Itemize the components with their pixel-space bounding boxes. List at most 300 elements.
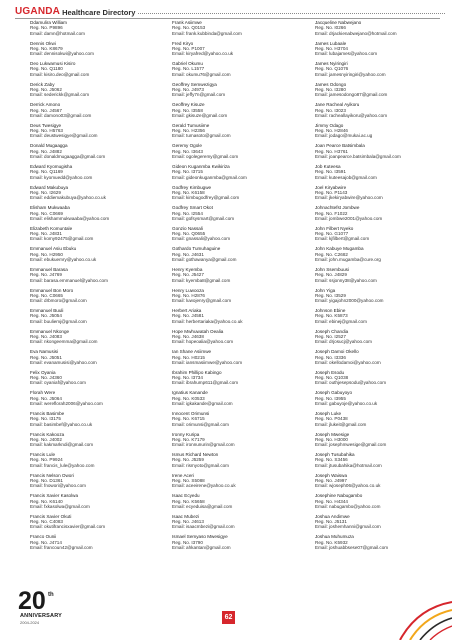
entry-email: Email: nkongeemma@gmail.com [30, 339, 98, 345]
entry-reg-number: Reg. No. J4831 [30, 231, 62, 237]
header-dotted-rule [138, 13, 445, 14]
directory-entry [315, 20, 445, 36]
entry-name: Francis Xavier Okuti [30, 513, 72, 519]
entry-email: Email: joshuabbsese07@gmail.com [315, 545, 389, 551]
entry-reg-number: Reg. No. J4973 [172, 87, 204, 93]
entry-name: Joseph Waiswa [315, 472, 347, 478]
entry-reg-number: Reg. No. L1577 [172, 66, 205, 72]
entry-email: Email: oyaniaf@yahoo.com [30, 380, 86, 386]
entry-email: Email: john.mugamba@cure.org [315, 256, 381, 262]
directory-entry [30, 164, 160, 180]
entry-email: Email: wereflorah2006@yahoo.com [30, 401, 103, 406]
entry-reg-number: Reg. No. Q1169 [30, 169, 63, 175]
entry-name: Gothardo Tumuhaguine [172, 246, 221, 252]
directory-entry [30, 432, 160, 448]
entry-name: Joseph Luke [315, 410, 342, 416]
entry-name: Ibrahim Phillipo Kabingo [172, 369, 222, 375]
entry-name: Elisham Mukwaaba [30, 205, 70, 211]
directory-entry [172, 185, 302, 201]
entry-email: Email: fnowori@yahoo.com [30, 483, 86, 489]
entry-name: Emmanuel Barasa [30, 266, 68, 272]
corner-decoration [390, 596, 452, 640]
directory-column-1 [30, 20, 160, 555]
entry-name: Joel Kiryabwire [315, 184, 347, 190]
entry-name: Joseph Gabuyoyo [315, 390, 353, 396]
entry-name: Emmanuel Buuli [30, 308, 64, 314]
directory-entry [315, 288, 445, 304]
entry-email: Email: drbmoro@gmail.com [30, 298, 87, 304]
directory-entry [30, 143, 160, 159]
entry-reg-number: Reg. No. J4581 [172, 313, 204, 319]
entry-reg-number: Reg. No. C0665 [30, 292, 63, 298]
anniversary-text: ANNIVERSARY [20, 613, 63, 619]
entry-name: James Odongo [315, 81, 347, 87]
entry-email: Email: sederickk@gmail.com [30, 92, 90, 98]
entry-name: Ignatius Kanande [172, 390, 208, 396]
entry-reg-number: Reg. No. J4882 [30, 148, 62, 154]
entry-name: Ismael Semyaso Mwesigye [172, 534, 228, 540]
entry-reg-number: Reg. No. I2554 [172, 210, 203, 216]
entry-name: Eva Namusisi [30, 349, 59, 355]
entry-name: Isaac Ecyedu [172, 493, 200, 499]
entry-reg-number: Reg. No. Q1180 [30, 66, 63, 72]
entry-reg-number: Reg. No. J5054 [30, 313, 62, 319]
entry-email: Email: ebukuemry@yahoo.co.uk [30, 256, 97, 262]
directory-entry [172, 452, 302, 468]
entry-name: Gabriel Okumu [172, 61, 203, 67]
entry-reg-number: Reg. No. J4567 [30, 107, 62, 113]
entry-name: Godfrey Smart Okot [172, 205, 213, 211]
directory-entry [315, 329, 445, 345]
directory-entry [315, 493, 445, 509]
entry-email: Email: frank.kubbinda@gmail.com [172, 30, 242, 36]
entry-reg-number: Reg. No. J5051 [30, 354, 62, 360]
entry-email: Email: rismyoto@gmail.com [172, 462, 229, 468]
header-divider [15, 18, 440, 19]
entry-name: Emmanuel Asiu Ebuku [30, 246, 77, 252]
directory-entry [172, 41, 302, 57]
entry-email: Email: iansmasiimwe@yahoo.com [172, 359, 243, 365]
directory-entry [315, 226, 445, 242]
directory-entry [315, 164, 445, 180]
entry-name: Geoffrey Kisuze [172, 102, 205, 108]
entry-reg-number: Reg. No. I3790 [172, 539, 203, 545]
entry-reg-number: Reg. No. J4638 [172, 333, 204, 339]
directory-entry [30, 390, 160, 406]
entry-reg-number: Reg. No. K5873 [315, 313, 348, 319]
directory-entry [315, 41, 445, 57]
entry-reg-number: Reg. No. H3704 [315, 45, 348, 51]
entry-email: Email: hopeoalia@yahoo.com [172, 339, 234, 345]
entry-email: Email: racheallayikoru@yahoo.com [315, 112, 388, 118]
entry-email: Email: nabugambo@yahoo.com [315, 503, 381, 509]
entry-name: Irene Aceri [172, 472, 194, 478]
entry-email: Email: francis_lule@yahoo.com [30, 462, 95, 468]
directory-entry [315, 123, 445, 139]
entry-name: James Nyiringiri [315, 61, 348, 67]
directory-entry [315, 82, 445, 98]
entry-reg-number: Reg. No. I3175 [30, 416, 61, 422]
entry-name: Felix Oyania [30, 369, 56, 375]
entry-name: Deo Lukwamusi Kisiro [30, 61, 76, 67]
entry-reg-number: Reg. No. H4344 [315, 498, 348, 504]
entry-reg-number: Reg. No. K6715 [172, 416, 205, 422]
entry-reg-number: Reg. No. J5131 [315, 519, 347, 525]
entry-email: Email: gothawanya@gmail.com [172, 256, 237, 262]
entry-email: Email: basimbef@yahoo.co.uk [30, 421, 93, 427]
directory-entry [315, 390, 445, 406]
directory-entry [30, 20, 160, 36]
entry-email: Email: gabuyoje@yahoo.co.uk [315, 401, 378, 406]
entry-reg-number: Reg. No. J4083 [30, 333, 62, 339]
entry-name: Jacqueline Nabwejano [315, 20, 362, 25]
entry-email: Email: ibrahump611@gmail.com [172, 380, 239, 386]
entry-reg-number: Reg. No. H2356 [172, 128, 205, 134]
entry-email: Email: josephmwesige@gmail.com [315, 442, 387, 448]
directory-entry [30, 308, 160, 324]
entry-reg-number: Reg. No. I0266 [315, 25, 346, 31]
directory-entry [172, 205, 302, 221]
entry-name: Josephine Nabugambo [315, 493, 363, 499]
entry-name: Derrick Amono [30, 102, 61, 108]
entry-email: Email: isaacmbezi@gmail.com [172, 524, 235, 530]
directory-entry [172, 82, 302, 98]
entry-name: Ironny Kuripa [172, 431, 200, 437]
directory-entry [315, 432, 445, 448]
directory-entry [172, 473, 302, 489]
directory-entry [30, 349, 160, 365]
entry-name: Fred Kiryo [172, 40, 194, 46]
directory-entry [30, 370, 160, 386]
directory-entry [30, 452, 160, 468]
entry-name: Ddamulira William [30, 20, 68, 25]
directory-entry [172, 288, 302, 304]
entry-email: Email: drjackienabwejano@hotmail.com [315, 30, 397, 36]
entry-name: James Lubaale [315, 40, 347, 46]
directory-entry [315, 246, 445, 262]
entry-reg-number: Reg. No. J4829 [315, 272, 347, 278]
entry-email: Email: yigajohn2000@yahoo.com [315, 298, 384, 304]
entry-reg-number: Reg. No. J4002 [30, 436, 62, 442]
entry-reg-number: Reg. No. I2629 [30, 189, 61, 195]
directory-entry [315, 308, 445, 324]
directory-entry [172, 349, 302, 365]
directory-entry [315, 370, 445, 386]
entry-name: Emmanuel Nkonge [30, 328, 70, 334]
directory-entry [30, 534, 160, 550]
directory-entry [30, 473, 160, 489]
entry-email: Email: lubajames@yahoo.com [315, 51, 378, 57]
entry-reg-number: Reg. No. I3558 [172, 107, 203, 113]
entry-reg-number: Reg. No. I2527 [315, 333, 346, 339]
entry-name: John Filbert Nyeko [315, 225, 354, 231]
entry-reg-number: Reg. No. C4083 [30, 519, 63, 525]
entry-name: Joseph Damoi Okello [315, 349, 359, 355]
entry-name: Joseph Esodu [315, 369, 345, 375]
directory-entry [30, 411, 160, 427]
entry-email: Email: gideonkuganmba@gmail.com [172, 174, 247, 180]
entry-reg-number: Reg. No. C0669 [30, 210, 63, 216]
directory-entry [30, 185, 160, 201]
entry-reg-number: Reg. No. J4613 [172, 519, 204, 525]
directory-entry [172, 143, 302, 159]
entry-email: Email: evanamusisi@yahoo.com [30, 359, 97, 365]
entry-reg-number: Reg. No. P9896 [30, 25, 63, 31]
directory-entry [315, 452, 445, 468]
entry-name: Jane Racheal Ayikoru [315, 102, 360, 108]
directory-entry [30, 329, 160, 345]
entry-reg-number: Reg. No. I3529 [315, 292, 346, 298]
entry-email: Email: kimbugodfrey@gmail.com [172, 195, 240, 201]
entry-name: Joseph Tusubahika [315, 452, 355, 458]
entry-reg-number: Reg. No. D1361 [30, 478, 63, 484]
entry-reg-number: Reg. No. I3023 [315, 107, 346, 113]
directory-entry [172, 267, 302, 283]
entry-name: Joshua Andimwe [315, 513, 350, 519]
directory-column-2 [172, 20, 302, 555]
directory-entry [30, 102, 160, 118]
directory-entry [30, 267, 160, 283]
entry-email: Email: elishammukwaaba@yahoo.com [30, 215, 110, 221]
entry-name: Emmanuel Bon Moro [30, 287, 74, 293]
entry-name: Francis Lule [30, 452, 56, 458]
directory-entry [315, 411, 445, 427]
anniversary-number: 20 [18, 587, 46, 615]
entry-name: Frank Asiimwe [172, 20, 202, 25]
entry-name: Henry Kyemba [172, 266, 203, 272]
entry-name: Job Kuteesa [315, 164, 341, 170]
entry-name: Elizabeth Komuntale [30, 225, 73, 231]
entry-email: Email: gkisuze@gmail.com [172, 112, 228, 118]
entry-reg-number: Reg. No. J4714 [30, 539, 62, 545]
entry-reg-number: Reg. No. H2846 [315, 128, 348, 134]
entry-name: Francis Kakooza [30, 431, 65, 437]
entry-reg-number: Reg. No. I3591 [315, 169, 346, 175]
entry-email: Email: donaldmugaagga@gmail.com [30, 154, 106, 160]
entry-email: Email: jkekiryabwire@yahoo.com [315, 195, 383, 201]
entry-email: Email: ssjonny38@yahoo.com [315, 277, 377, 283]
directory-entry [30, 246, 160, 262]
entry-reg-number: Reg. No. Q1038 [315, 375, 349, 381]
directory-entry [172, 514, 302, 530]
directory-columns [0, 20, 452, 551]
directory-entry [315, 61, 445, 77]
entry-reg-number: Reg. No. H2950 [30, 251, 63, 257]
entry-email: Email: jombwe2001@yahoo.com [315, 215, 383, 221]
entry-name: John Kabuye Mugamba [315, 246, 364, 252]
entry-reg-number: Reg. No. K6158 [172, 189, 205, 195]
entry-email: Email: outhjesepsodu@yahoo.com [315, 380, 387, 386]
directory-entry [172, 246, 302, 262]
directory-entry [315, 267, 445, 283]
directory-entry [30, 226, 160, 242]
anniversary-years: 2004-2024 [20, 620, 40, 625]
entry-reg-number: Reg. No. K6140 [30, 498, 63, 504]
entry-email: Email: joanpearce.batsimbala@gmail.com [315, 154, 401, 160]
directory-entry [30, 82, 160, 98]
entry-name: Joan Pearce Batsimbala [315, 143, 365, 149]
directory-entry [172, 20, 302, 36]
entry-email: Email: damono03@gmail.com [30, 112, 92, 118]
entry-email: Email: kjfilbert@gmail.com [315, 236, 370, 242]
directory-column-3 [315, 20, 445, 555]
entry-email: Email: dennisokwi@yahoo.com [30, 51, 94, 57]
directory-entry [172, 102, 302, 118]
page-header [15, 3, 445, 17]
directory-entry [172, 411, 302, 427]
entry-email: Email: deustwesigye@gmail.com [30, 133, 98, 139]
entry-name: John Yiga [315, 287, 336, 293]
entry-name: Gideon Kuganmba Kwikiriza [172, 164, 230, 170]
directory-entry [30, 123, 160, 139]
entry-name: Donald Mugaagga [30, 143, 68, 149]
directory-entry [30, 514, 160, 530]
entry-email: Email: luwojenry@gmail.com [172, 298, 232, 304]
entry-reg-number: Reg. No. P9924 [30, 457, 63, 463]
entry-name: Geoffrey Semwezigya [172, 81, 217, 87]
entry-email: Email: gnassali@yahoo.com [172, 236, 231, 242]
entry-reg-number: Reg. No. K0533 [172, 395, 205, 401]
entry-reg-number: Reg. No. C2682 [315, 251, 348, 257]
entry-email: Email: igkakande@gmail.com [172, 401, 233, 406]
entry-reg-number: Reg. No. G1077 [315, 231, 349, 237]
entry-name: Dennis Okwi [30, 40, 56, 46]
directory-entry [30, 205, 160, 221]
entry-email: Email: okutifrancisxavier@gmail.com [30, 524, 106, 530]
entry-name: Edward Makubuya [30, 184, 69, 190]
entry-email: Email: ogolegeremy@gmail.com [172, 154, 239, 160]
directory-entry [30, 288, 160, 304]
brand-title: UGANDA [15, 6, 61, 17]
entry-reg-number: Reg. No. I3955 [315, 395, 346, 401]
entry-name: Florah Were [30, 390, 56, 396]
entry-name: Joseph Chandia [315, 328, 349, 334]
entry-reg-number: Reg. No. P1143 [315, 189, 348, 195]
entry-name: Francis Nelson Owori [30, 472, 74, 478]
entry-name: Henry Luwooza [172, 287, 204, 293]
directory-entry [172, 493, 302, 509]
entry-reg-number: Reg. No. P1007 [172, 45, 205, 51]
entry-email: Email: orimunsi@gmail.com [172, 421, 229, 427]
entry-email: Email: joshemhanni@gmail.com [315, 524, 381, 530]
entry-name: Francis Xavier Kasolwa [30, 493, 78, 499]
entry-email: Email: kakmarkndi@gmail.com [30, 442, 94, 448]
directory-entry [172, 164, 302, 180]
entry-email: Email: wjoseph06@yahoo.co.uk [315, 483, 381, 489]
entry-name: Gonzio Nassali [172, 225, 203, 231]
entry-name: Innocent Orimunsi [172, 410, 210, 416]
entry-reg-number: Reg. No. S3456 [315, 457, 348, 463]
entry-name: Godfrey Kimbugwe [172, 184, 212, 190]
directory-entry [30, 61, 160, 77]
entry-name: Jimmy Odago [315, 122, 344, 128]
anniversary-suffix: th [48, 592, 54, 598]
entry-name: Edward Kyomugisha [30, 164, 73, 170]
entry-reg-number: Reg. No. J5427 [172, 272, 204, 278]
entry-email: Email: eddiemakubuya@yahoo.co.uk [30, 195, 106, 201]
directory-entry [30, 41, 160, 57]
entry-name: Gerald Tumusiime [172, 122, 210, 128]
entry-reg-number: Reg. No. J4769 [30, 272, 62, 278]
entry-email: Email: komy92475@gmail.com [30, 236, 94, 242]
directory-entry [172, 226, 302, 242]
entry-name: Joseph Mwesige [315, 431, 350, 437]
entry-email: Email: buuliemj@gmail.com [30, 318, 87, 324]
entry-email: Email: francoun42@gmail.com [30, 545, 93, 551]
entry-email: Email: okellodamoi@yahoo.com [315, 359, 381, 365]
directory-entry [315, 349, 445, 365]
entry-email: Email: kyemba8@gmail.com [172, 277, 231, 283]
entry-reg-number: Reg. No. P0438 [315, 416, 348, 422]
entry-reg-number: Reg. No. J4360 [30, 375, 62, 381]
entry-email: Email: kisiro.deo@gmail.com [30, 71, 90, 77]
entry-email: Email: jtusubahika@hotmail.com [315, 462, 382, 468]
directory-entry [315, 534, 445, 550]
directory-entry [172, 534, 302, 550]
directory-entry [315, 185, 445, 201]
directory-entry [30, 493, 160, 509]
entry-email: Email: barasa.emmanuel@yahoo.com [30, 277, 108, 283]
entry-email: Email: jodago@mukai.ac.ug [315, 133, 373, 139]
entry-reg-number: Reg. No. H2876 [172, 292, 205, 298]
entry-name: Ian Shane Asiimwe [172, 349, 212, 355]
entry-email: Email: ecyeduisa@gmail.com [172, 503, 233, 509]
entry-email: Email: herbertariaka@yahoo.co.uk [172, 318, 243, 324]
directory-entry [315, 102, 445, 118]
page-number: 62 [222, 611, 235, 624]
entry-name: Derick Zaby [30, 81, 55, 87]
directory-subtitle: Healthcare Directory [62, 8, 136, 17]
directory-entry [315, 473, 445, 489]
entry-email: Email: okumu76@gmail.com [172, 71, 231, 77]
entry-name: Franco Ounii [30, 534, 57, 540]
directory-entry [172, 308, 302, 324]
entry-reg-number: Reg. No. S5088 [172, 478, 205, 484]
entry-reg-number: Reg. No. I3336 [315, 354, 346, 360]
directory-entry [172, 370, 302, 386]
entry-name: Ismus Richard Newton [172, 452, 219, 458]
entry-name: Johnson Ebine [315, 308, 346, 314]
entry-name: Geremy Ogole [172, 143, 202, 149]
entry-email: Email: tumasoto@gmail.com [172, 133, 231, 139]
entry-email: Email: ebinej@gmail.com [315, 318, 367, 324]
entry-reg-number: Reg. No. H3761 [315, 148, 348, 154]
entry-email: Email: jamesnyiringiri@yahoo.com [315, 71, 386, 77]
directory-entry [172, 123, 302, 139]
entry-reg-number: Reg. No. J4997 [315, 478, 347, 484]
entry-email: Email: jeffy7n@gmail.com [172, 92, 226, 98]
directory-entry [172, 329, 302, 345]
entry-reg-number: Reg. No. Q0153 [172, 25, 206, 31]
entry-email: Email: kyomuedd@yahoo.com [30, 174, 93, 180]
entry-name: Joshua Muhumuza [315, 534, 354, 540]
directory-entry [172, 432, 302, 448]
entry-name: Deus Twesigye [30, 122, 62, 128]
entry-reg-number: Reg. No. I3734 [172, 375, 203, 381]
entry-email: Email: jamesodongo87@gmail.com [315, 92, 388, 98]
entry-reg-number: Reg. No. F1022 [315, 210, 348, 216]
entry-reg-number: Reg. No. K5932 [315, 539, 348, 545]
entry-email: Email: kuteesajob@gmail.com [315, 174, 377, 180]
entry-reg-number: Reg. No. H0215 [172, 354, 205, 360]
entry-email: Email: ahkantan@gmail.com [172, 545, 231, 551]
directory-entry [172, 390, 302, 406]
entry-email: Email: jlukeit@gmail.com [315, 421, 367, 427]
entry-name: Isaac Mubezi [172, 513, 200, 519]
entry-reg-number: Reg. No. Q0655 [172, 231, 206, 237]
entry-name: Francis Basimbe [30, 410, 65, 416]
entry-email: Email: fxkasolwa@gmail.com [30, 503, 90, 509]
